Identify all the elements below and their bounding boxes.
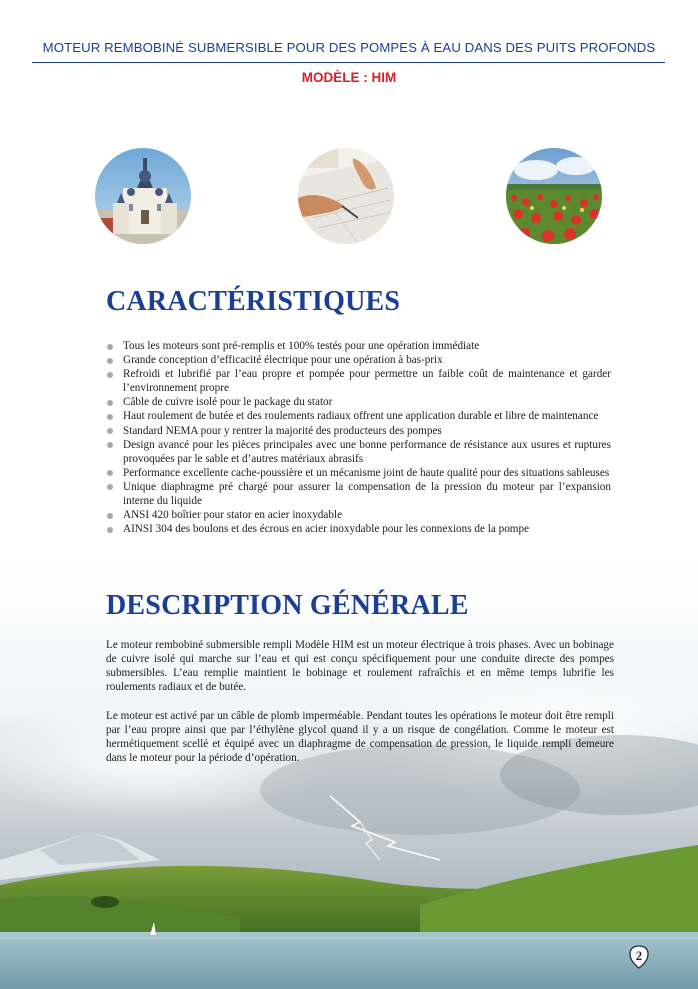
hands-drawing-photo [298, 148, 394, 244]
feature-item [106, 522, 611, 536]
page-number: 2 [635, 948, 643, 963]
feature-text: Tous les moteurs sont pré-remplis et 100% testés pour une opération immédiate [123, 340, 480, 352]
feature-item [106, 438, 611, 466]
feature-item [106, 367, 611, 395]
feature-item [106, 395, 611, 409]
feature-text: Unique diaphragme pré chargé pour assurer la compensation de la pression du moteur par l’expansion interne du liquide [123, 480, 611, 508]
features-list [106, 339, 611, 536]
feature-text: Grande conception d’efficacité électrique pour une opération à bas-prix [123, 354, 443, 367]
description-paragraph-2: Le moteur est activé par un câble de plomb imperméable. Pendant toutes les opérations le moteur doit être rempli par l’eau propre ainsi que par l’éthylène glycol quand il y a un risque de congélation. Comme le moteur est hermétiquement scellé et équipé avec un diaphragme de compensation de pression, le liquide rempli demeure dans le moteur pour la période d’opération. [106, 710, 614, 765]
description-paragraph-1: Le moteur rembobiné submersible rempli Modèle HIM est un moteur électrique à trois phases. Avec un bobinage de cuivre isolé qui marche sur l’eau et qui est conçu spécifiquement pour une conduite directe des pompes submersibles. L’eau remplie maintient le bobinage et roulement rafraîchis et en même temps lubrifie les roulements radiaux et de butée. [106, 639, 614, 694]
bullet-icon [107, 400, 113, 406]
feature-text: Refroidi et lubrifié par l’eau propre et pompée pour permettre un faible coût de maintenance et garder l’environnement propre [123, 368, 611, 395]
document-title: MOTEUR REMBOBINÉ SUBMERSIBLE POUR DES POMPES À EAU DANS DES PUITS PROFONDS [42, 40, 656, 55]
bullet-icon [107, 428, 113, 434]
bullet-icon [107, 358, 113, 364]
flower-field-photo [506, 148, 602, 244]
bullet-icon [107, 414, 113, 420]
bullet-icon [107, 344, 113, 350]
landscape-background [0, 560, 698, 989]
bullet-icon [107, 372, 113, 378]
feature-item [106, 424, 611, 438]
description-heading: DESCRIPTION GÉNÉRALE [106, 590, 469, 621]
feature-text: Design avancé pour les pièces principales avec une bonne performance de résistance aux usures et ruptures provoquées par le sable et d’autres matériaux abrasifs [123, 438, 611, 465]
feature-text: Câble de cuivre isolé pour le package du stator [123, 396, 333, 409]
feature-item [106, 353, 611, 367]
bullet-icon [107, 442, 113, 448]
feature-text: Haut roulement de butée et des roulements radiaux offrent une application durable et libre de maintenance [123, 410, 599, 423]
feature-item [106, 508, 611, 522]
header-divider [32, 62, 665, 63]
church-photo [95, 148, 191, 244]
feature-text: Standard NEMA pour y rentrer la majorité des producteurs des pompes [123, 424, 442, 437]
bullet-icon [107, 513, 113, 519]
feature-text: AINSI 304 des boulons et des écrous en acier inoxydable pour les connexions de la pompe [123, 523, 530, 536]
feature-item [106, 409, 611, 423]
bullet-icon [107, 470, 113, 476]
model-label: MODÈLE : HIM [301, 70, 397, 85]
feature-item [106, 480, 611, 508]
features-heading: CARACTÉRISTIQUES [106, 286, 401, 317]
bullet-icon [107, 484, 113, 490]
feature-item [106, 339, 611, 353]
bullet-icon [107, 527, 113, 533]
feature-item [106, 466, 611, 480]
feature-text: ANSI 420 boîtier pour stator en acier inoxydable [123, 509, 343, 522]
feature-text: Performance excellente cache-poussière et un mécanisme joint de haute qualité pour des situations sableuses [123, 466, 610, 479]
